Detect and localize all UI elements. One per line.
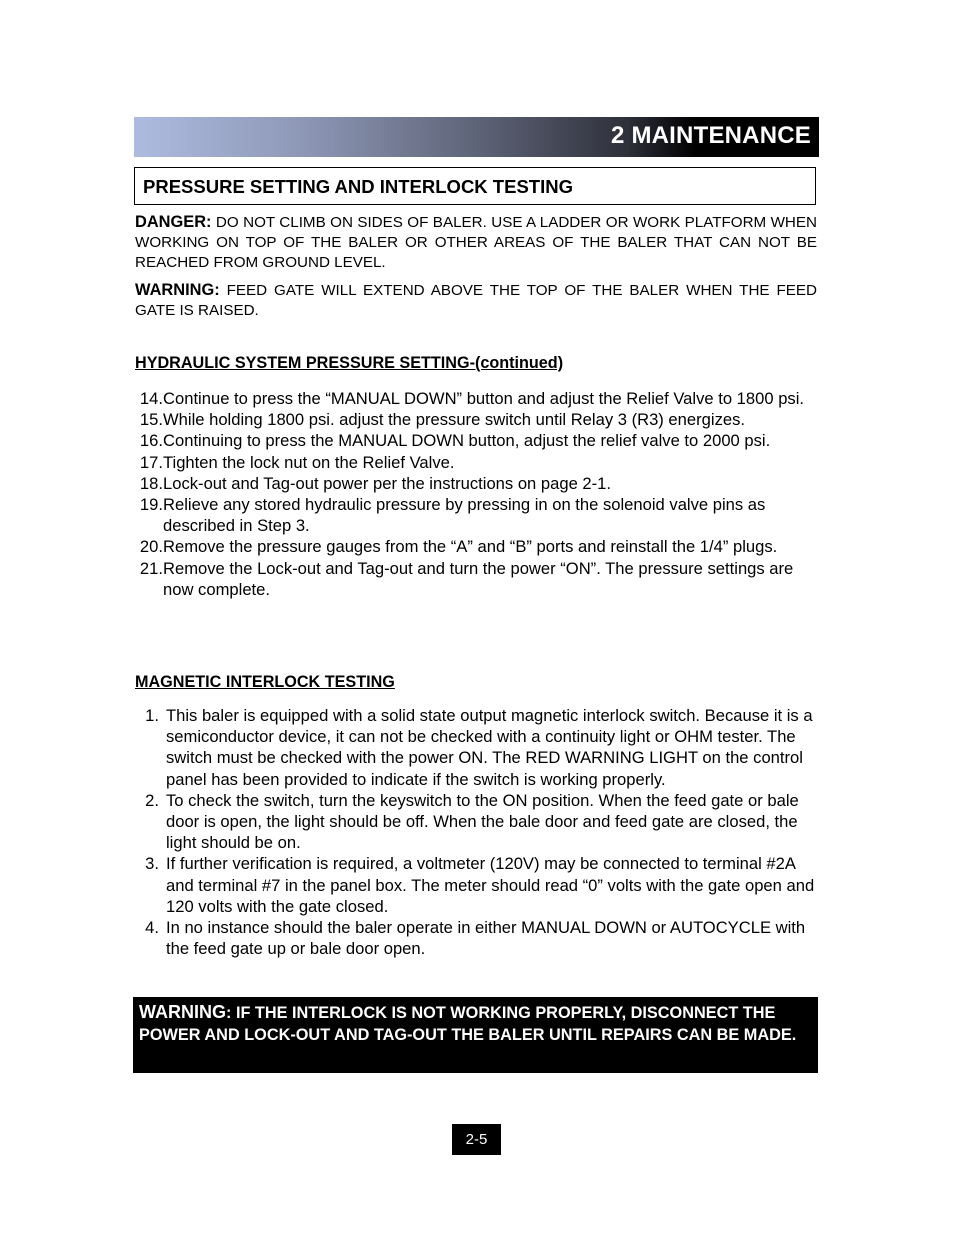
list-item xyxy=(135,558,825,600)
step-text: Remove the pressure gauges from the “A” and “B” ports and reinstall the 1/4” plugs. xyxy=(163,537,778,557)
step-text: Continue to press the “MANUAL DOWN” button and adjust the Relief Valve to 1800 psi. xyxy=(163,389,805,408)
list-item xyxy=(135,705,825,790)
step-text: Continuing to press the MANUAL DOWN button, adjust the relief valve to 2000 psi. xyxy=(163,431,771,451)
step-number: 2. xyxy=(145,790,159,810)
step-text: Remove the Lock-out and Tag-out and turn the power “ON”. The pressure settings are now complete. xyxy=(163,558,794,599)
step-text: Tighten the lock nut on the Relief Valve. xyxy=(163,452,455,472)
danger-label: DANGER: xyxy=(135,213,212,231)
list-item xyxy=(135,409,825,430)
step-number: 4. xyxy=(145,918,159,938)
warning-text: FEED GATE WILL EXTEND ABOVE THE TOP OF THE BALER WHEN THE FEED GATE IS RAISED. xyxy=(135,282,817,319)
step-number: 1. xyxy=(145,706,159,725)
danger-notice xyxy=(135,212,817,273)
hydraulic-steps-list xyxy=(135,388,825,600)
warning-box-text: : IF THE INTERLOCK IS NOT WORKING PROPERLY, DISCONNECT THE POWER AND LOCK-OUT AND TAG-OUT THE BALER UNTIL REPAIRS CAN BE MADE. xyxy=(139,1004,797,1044)
step-number: 3. xyxy=(145,854,159,874)
step-text: This baler is equipped with a solid state output magnetic interlock switch. Because it is a semiconductor device, it can not be checked with a continuity light or OHM tester. The switch must be checked with the power ON. The RED WARNING LIGHT on the control panel has been provided to indicate if the switch is working properly. xyxy=(166,706,813,789)
step-number: 21. xyxy=(139,558,163,578)
warning-label: WARNING: xyxy=(135,281,220,299)
list-item xyxy=(135,430,825,451)
warning-notice xyxy=(135,280,817,321)
interlock-steps-list xyxy=(135,705,825,959)
step-number: 16. xyxy=(139,431,163,451)
step-text: While holding 1800 psi. adjust the pressure switch until Relay 3 (R3) energizes. xyxy=(163,410,745,430)
step-text: Relieve any stored hydraulic pressure by pressing in on the solenoid valve pins as described in Step 3. xyxy=(163,495,766,536)
page-number: 2-5 xyxy=(452,1124,501,1155)
step-number: 14. xyxy=(139,389,163,408)
step-number: 20. xyxy=(139,537,163,557)
list-item xyxy=(135,452,825,473)
danger-text: DO NOT CLIMB ON SIDES OF BALER. USE A LADDER OR WORK PLATFORM WHEN WORKING ON TOP OF THE BALER OR OTHER AREAS OF THE BALER THAT CAN NOT BE REACHED FROM GROUND LEVEL. xyxy=(135,214,817,271)
step-text: If further verification is required, a voltmeter (120V) may be connected to terminal #2A and terminal #7 in the panel box. The meter should read “0” volts with the gate open and 120 volts with the gate closed. xyxy=(166,854,815,916)
step-number: 18. xyxy=(139,473,163,493)
warning-box-label: WARNING xyxy=(139,1002,226,1022)
step-text: To check the switch, turn the keyswitch to the ON position. When the feed gate or bale door is open, the light should be off. When the bale door and feed gate are closed, the light should be on. xyxy=(166,790,799,853)
chapter-header-band xyxy=(134,117,819,157)
section-title-box xyxy=(134,167,816,205)
step-text: Lock-out and Tag-out power per the instructions on page 2-1. xyxy=(163,473,612,493)
list-item xyxy=(135,473,825,494)
hydraulic-heading: HYDRAULIC SYSTEM PRESSURE SETTING-(continued) xyxy=(135,354,564,372)
chapter-title: 2 MAINTENANCE xyxy=(611,122,811,149)
list-item xyxy=(135,388,825,409)
list-item xyxy=(135,494,825,536)
step-number: 15. xyxy=(139,410,163,430)
list-item xyxy=(135,790,825,854)
list-item xyxy=(135,917,825,959)
interlock-warning-box xyxy=(133,997,818,1073)
interlock-heading: MAGNETIC INTERLOCK TESTING xyxy=(135,673,395,691)
step-number: 17. xyxy=(139,452,163,472)
step-text: In no instance should the baler operate in either MANUAL DOWN or AUTOCYCLE with the feed gate up or bale door open. xyxy=(166,918,806,959)
section-title: PRESSURE SETTING AND INTERLOCK TESTING xyxy=(143,176,573,197)
list-item xyxy=(135,853,825,917)
step-number: 19. xyxy=(139,495,163,515)
list-item xyxy=(135,536,825,557)
